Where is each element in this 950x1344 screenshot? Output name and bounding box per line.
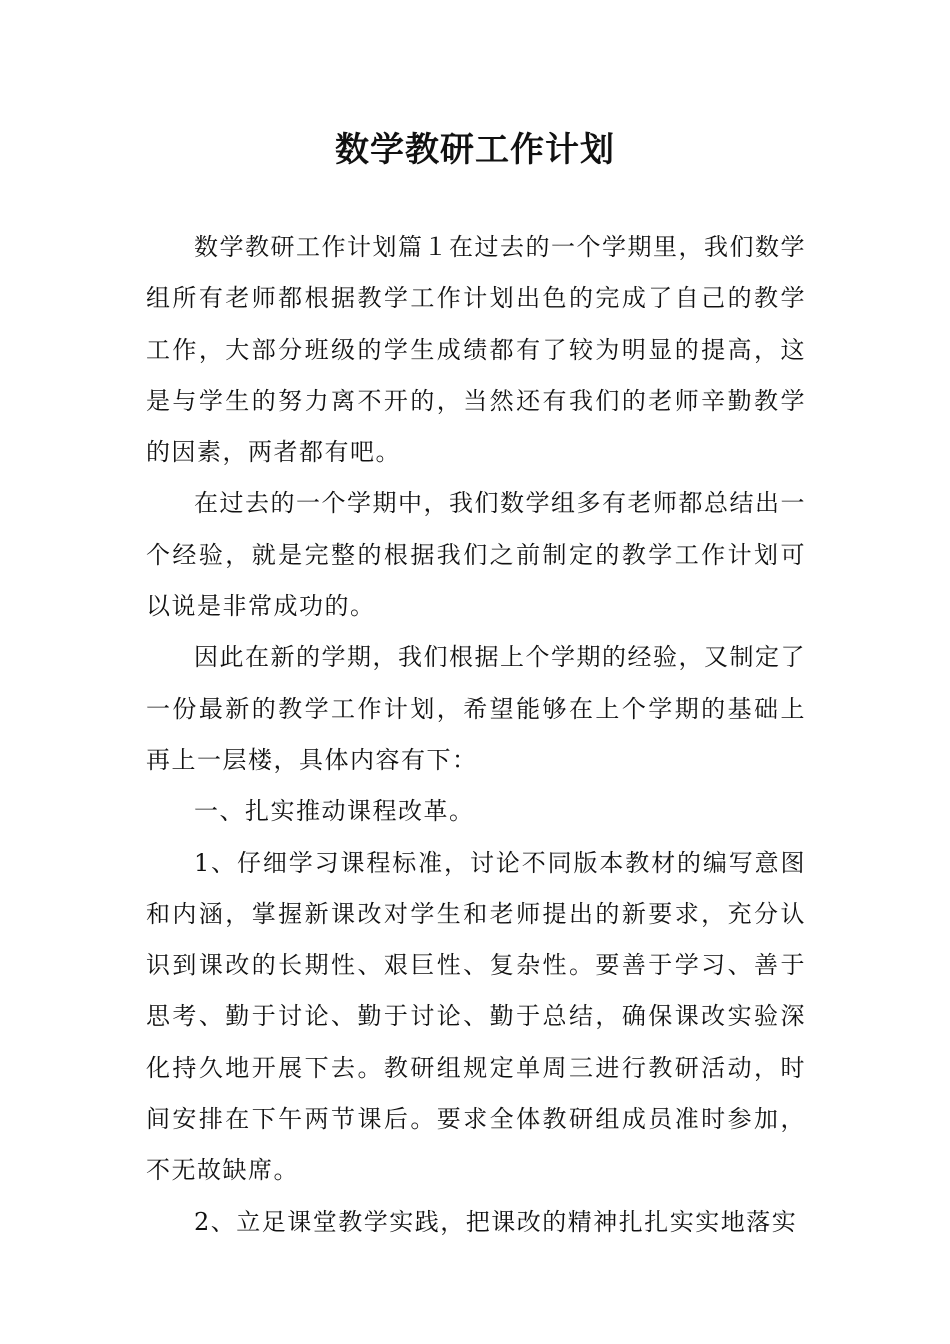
paragraph-item-1: 1、仔细学习课程标准，讨论不同版本教材的编写意图和内涵，掌握新课改对学生和老师提出的新要求，充分认识到课改的长期性、艰巨性、复杂性。要善于学习、善于思考、勤于讨论、勤于讨论、勤于总结，确保课改实验深化持久地开展下去。教研组规定单周三进行教研活动，时间安排在下午两节课后。要求全体教研组成员准时参加，不无故缺席。 — [146, 848, 806, 1185]
paragraph-new-plan: 因此在新的学期，我们根据上个学期的经验，又制定了一份最新的教学工作计划，希望能够在上个学期的基础上再上一层楼，具体内容有下： — [146, 643, 806, 774]
document-title: 数学教研工作计划 — [335, 130, 615, 170]
paragraph-item-2: 2、立足课堂教学实践，把课改的精神扎扎实实地落实 — [194, 1207, 798, 1236]
paragraph-experience: 在过去的一个学期中，我们数学组多有老师都总结出一个经验，就是完整的根据我们之前制定的教学工作计划可以说是非常成功的。 — [146, 489, 806, 621]
section-heading-1: 一、扎实推动课程改革。 — [194, 797, 475, 826]
paragraph-intro: 数学教研工作计划篇１在过去的一个学期里，我们数学组所有老师都根据教学工作计划出色的完成了自己的教学工作，大部分班级的学生成绩都有了较为明显的提高，这是与学生的努力离不开的，当然还有我们的老师辛勤教学的因素，两者都有吧。 — [146, 233, 806, 467]
document-body — [146, 222, 806, 1248]
